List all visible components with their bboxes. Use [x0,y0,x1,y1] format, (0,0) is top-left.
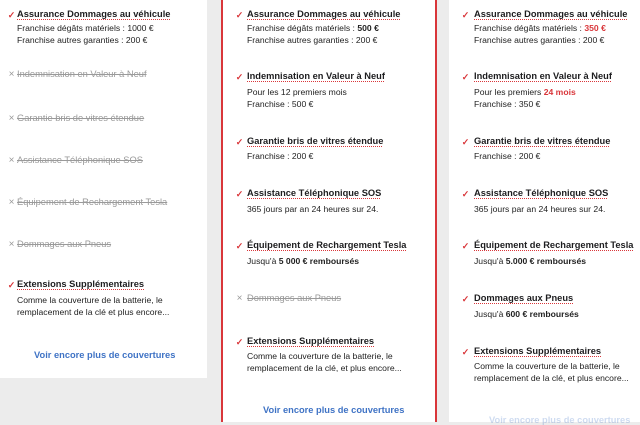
check-icon: ✓ [235,241,244,251]
coverage-title: Garantie bris de vitres étendue [474,136,611,146]
coverage-column-recommended [221,0,437,422]
coverage-title: Indemnisation en Valeur à Neuf [247,71,385,81]
coverage-detail: Jusqu'à 600 € remboursés [474,309,579,319]
coverage-title: Assistance Téléphonique SOS [247,188,382,198]
check-icon: ✓ [461,72,470,82]
coverage-title: Indemnisation en Valeur à Neuf [474,71,612,81]
coverage-detail: Comme la couverture de la batterie, le [474,361,620,371]
coverage-title: Assistance Téléphonique SOS [17,155,143,165]
coverage-title: Assistance Téléphonique SOS [474,188,609,198]
coverage-detail: Jusqu'à 5 000 € remboursés [247,256,360,266]
check-icon: ✓ [7,10,16,20]
coverage-detail: Franchise : 500 € [247,99,314,109]
cross-icon: × [236,293,243,304]
check-icon: ✓ [461,294,470,304]
coverage-title: Assurance Dommages au véhicule [474,9,628,19]
coverage-detail: Franchise dégâts matériels : 350 € [474,23,606,33]
check-icon: ✓ [235,189,244,199]
coverage-detail: Franchise : 200 € [247,151,314,161]
coverage-title: Garantie bris de vitres étendue [17,113,145,123]
coverage-detail: Franchise dégâts matériels : 500 € [247,23,379,33]
coverage-detail: Franchise autres garanties : 200 € [474,35,605,45]
check-icon: ✓ [7,280,16,290]
check-icon: ✓ [461,137,470,147]
check-icon: ✓ [461,189,470,199]
coverage-detail: 365 jours par an 24 heures sur 24. [474,204,606,214]
coverage-title: Dommages aux Pneus [17,239,112,249]
check-icon: ✓ [235,137,244,147]
coverage-title: Dommages aux Pneus [474,293,574,303]
coverage-title: Équipement de Rechargement Tesla [17,197,168,207]
cross-icon: × [8,155,15,166]
coverage-title: Assurance Dommages au véhicule [17,9,171,19]
coverage-title: Dommages aux Pneus [247,293,342,303]
coverage-detail: Comme la couverture de la batterie, le [17,295,163,305]
coverage-detail: Jusqu'à 5.000 € remboursés [474,256,587,266]
coverage-detail: Franchise : 350 € [474,99,541,109]
coverage-title: Assurance Dommages au véhicule [247,9,401,19]
coverage-detail: remplacement de la clé, et plus encore... [247,363,402,373]
coverage-title: Extensions Supplémentaires [474,346,602,356]
check-icon: ✓ [235,72,244,82]
coverage-title: Équipement de Rechargement Tesla [247,240,407,250]
check-icon: ✓ [461,241,470,251]
cross-icon: × [8,69,15,80]
coverage-title: Indemnisation en Valeur à Neuf [17,69,147,79]
coverage-detail: Franchise autres garanties : 200 € [247,35,378,45]
cross-icon: × [8,197,15,208]
coverage-detail: 365 jours par an 24 heures sur 24. [247,204,379,214]
coverage-column-basic [0,0,207,378]
see-more-coverages-link[interactable]: Voir encore plus de couvertures [263,405,405,415]
see-more-coverages-link[interactable]: Voir encore plus de couvertures [34,350,176,360]
coverage-title: Extensions Supplémentaires [17,279,145,289]
coverage-detail: remplacement de la clé et plus encore... [17,307,170,317]
coverage-detail: Franchise dégâts matériels : 1000 € [17,23,154,33]
coverage-detail: remplacement de la clé, et plus encore... [474,373,629,383]
check-icon: ✓ [235,337,244,347]
coverage-detail: Pour les 12 premiers mois [247,87,347,97]
coverage-detail: Franchise autres garanties : 200 € [17,35,148,45]
see-more-coverages-link[interactable]: Voir encore plus de couvertures [489,415,631,425]
coverage-column-premium [449,0,640,425]
check-icon: ✓ [461,347,470,357]
check-icon: ✓ [461,10,470,20]
coverage-title: Garantie bris de vitres étendue [247,136,384,146]
coverage-detail: Franchise : 200 € [474,151,541,161]
cross-icon: × [8,113,15,124]
coverage-detail: Comme la couverture de la batterie, le [247,351,393,361]
cross-icon: × [8,239,15,250]
coverage-title: Équipement de Rechargement Tesla [474,240,634,250]
coverage-title: Extensions Supplémentaires [247,336,375,346]
check-icon: ✓ [235,10,244,20]
coverage-detail: Pour les premiers 24 mois [474,87,576,97]
